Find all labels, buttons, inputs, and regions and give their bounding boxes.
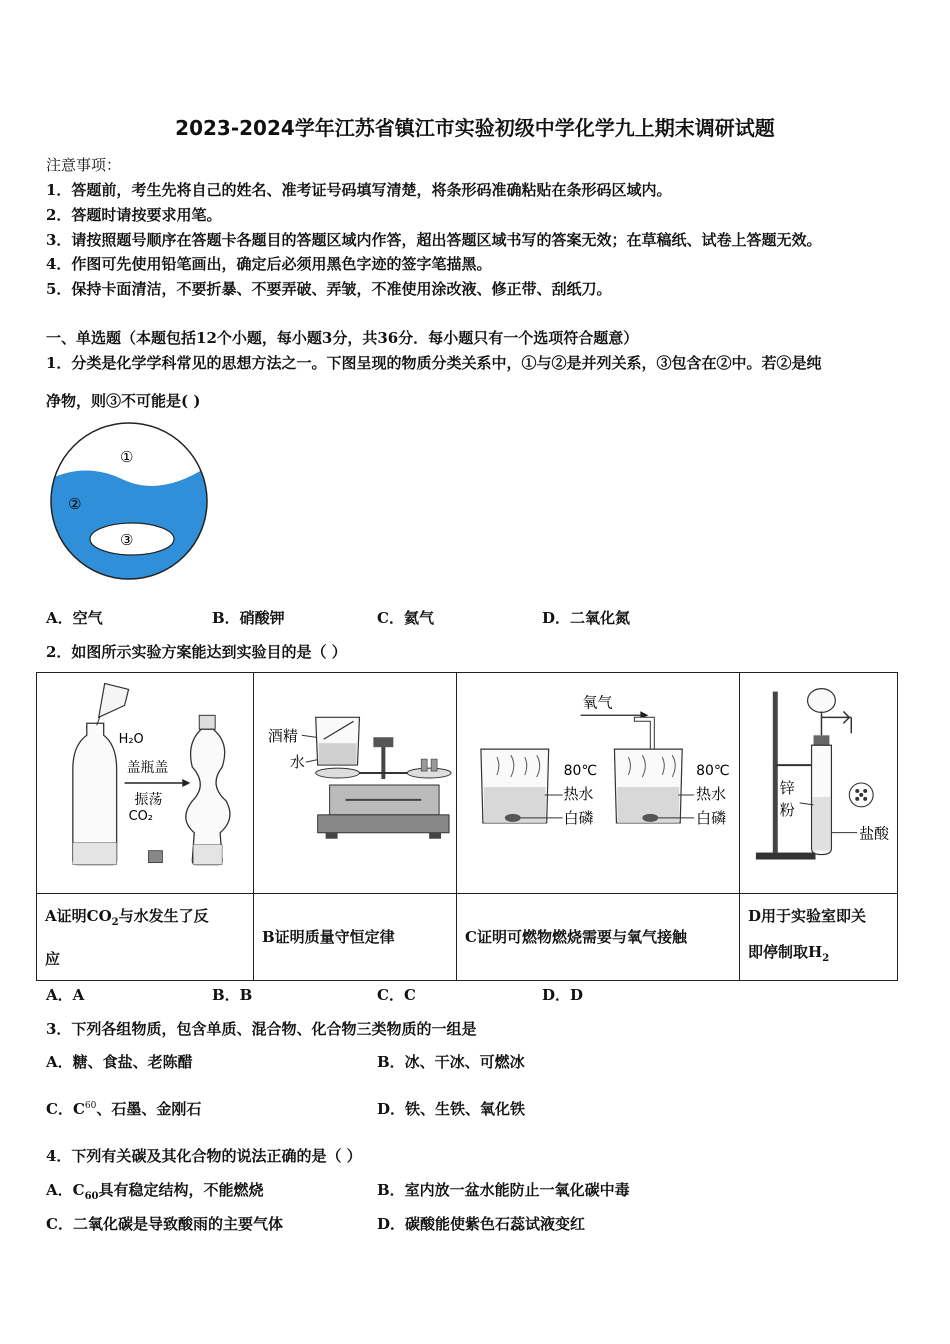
caption-c: C证明可燃物燃烧需要与氧气接触: [457, 894, 740, 981]
experiment-table: [36, 672, 898, 981]
svg-text:氧气: 氧气: [582, 693, 613, 712]
q2-option-b: B．B: [212, 986, 253, 1004]
notice-item: 2．答题时请按要求用笔。: [46, 206, 222, 224]
svg-text:盐酸: 盐酸: [859, 824, 890, 843]
svg-text:锌: 锌: [779, 778, 795, 797]
notice-item: 4．作图可先使用铅笔画出，确定后必须用黑色字迹的签字笔描黑。: [46, 255, 492, 273]
label-1: ①: [120, 448, 134, 466]
figure-b-cell: [254, 673, 457, 894]
caption-b: B证明质量守恒定律: [254, 894, 457, 981]
section-heading: 一、单选题（本题包括12个小题，每小题3分，共36分．每小题只有一个选项符合题意）: [46, 329, 639, 347]
q3-stem: 3．下列各组物质，包含单质、混合物、化合物三类物质的一组是: [46, 1020, 477, 1038]
svg-text:盖瓶盖: 盖瓶盖: [126, 760, 169, 777]
label-2: ②: [68, 495, 82, 513]
svg-text:热水: 热水: [696, 784, 727, 803]
q1-option-b: B．硝酸钾: [212, 609, 285, 627]
q2-option-a: A．A: [46, 986, 85, 1004]
svg-text:热水: 热水: [563, 784, 594, 803]
figure-b-balance: [254, 673, 456, 893]
q2-option-d: D．D: [542, 986, 584, 1004]
svg-text:CO₂: CO₂: [128, 808, 153, 824]
notice-heading: 注意事项：: [46, 156, 122, 174]
q4-stem: 4．下列有关碳及其化合物的说法正确的是（ ）: [46, 1147, 362, 1165]
svg-text:H₂O: H₂O: [118, 732, 144, 748]
q1-option-a: A．空气: [46, 609, 103, 627]
svg-text:80℃: 80℃: [696, 763, 730, 780]
q2-option-c: C．C: [377, 986, 416, 1004]
q1-stem-cont: 净物，则③不可能是( ): [46, 392, 201, 410]
notice-item: 5．保持卡面清洁，不要折暴、不要弄破、弄皱，不准使用涂改液、修正带、刮纸刀。: [46, 280, 612, 298]
caption-d: D用于实验室即关 即停制取$H_2$: [740, 894, 898, 981]
svg-text:80℃: 80℃: [563, 763, 598, 780]
label-3: ③: [120, 531, 134, 549]
svg-text:振荡: 振荡: [134, 791, 163, 808]
q4-option-b: B．室内放一盆水能防止一氧化碳中毒: [377, 1181, 630, 1199]
q1-option-d: D．二氧化氮: [542, 609, 631, 627]
svg-text:白磷: 白磷: [563, 808, 594, 827]
notice-item: 1．答题前，考生先将自己的姓名、准考证号码填写清楚，将条形码准确粘贴在条形码区域内。: [46, 181, 672, 199]
q4-option-a: A．$C_{60}$具有稳定结构，不能燃烧: [46, 1181, 264, 1202]
q2-stem: 2．如图所示实验方案能达到实验目的是（ ）: [46, 643, 347, 661]
caption-a: A证明$CO_2$与水发生了反 应: [37, 894, 254, 981]
classification-diagram: [44, 422, 214, 580]
page-title: 2023-2024学年江苏省镇江市实验初级中学化学九上期末调研试题: [175, 116, 775, 140]
notice-item: 3．请按照题号顺序在答题卡各题目的答题区域内作答，超出答题区域书写的答案无效；在草稿纸、试卷上答题无效。: [46, 231, 822, 249]
figure-c-beakers: [457, 673, 739, 893]
figure-c-cell: [457, 673, 740, 894]
q3-option-d: D．铁、生铁、氧化铁: [377, 1100, 526, 1118]
q1-stem: 1．分类是化学学科常见的思想方法之一。下图呈现的物质分类关系中，①与②是并列关系，③包含在②中。若②是纯: [46, 354, 822, 372]
figure-d-apparatus: [740, 673, 897, 893]
q3-option-b: B．冰、干冰、可燃冰: [377, 1053, 525, 1071]
figure-a-bottles: [37, 673, 253, 893]
q1-option-c: C．氦气: [377, 609, 434, 627]
figure-a-cell: [37, 673, 254, 894]
q3-option-a: A．糖、食盐、老陈醋: [46, 1053, 193, 1071]
svg-text:白磷: 白磷: [696, 808, 727, 827]
svg-text:粉: 粉: [779, 800, 795, 819]
svg-text:酒精: 酒精: [267, 727, 298, 746]
svg-text:水: 水: [289, 753, 305, 772]
q3-option-c: C．$C^{60}$、石墨、金刚石: [46, 1100, 202, 1118]
figure-d-cell: [740, 673, 898, 894]
q4-option-c: C．二氧化碳是导致酸雨的主要气体: [46, 1215, 283, 1233]
q4-option-d: D．碳酸能使紫色石蕊试液变红: [377, 1215, 586, 1233]
